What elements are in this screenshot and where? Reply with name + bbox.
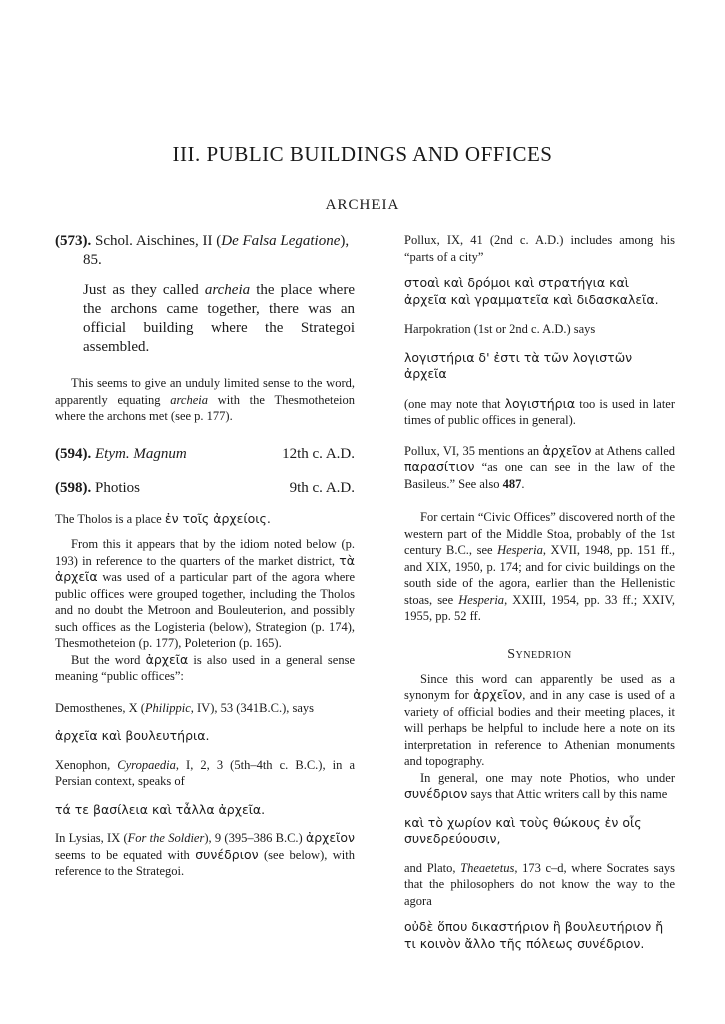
text-run: (see below), with reference to the Strategoi. bbox=[55, 847, 355, 878]
entry-598-source bbox=[55, 479, 140, 498]
entry-source-title: Photios bbox=[95, 479, 141, 496]
text-run: Xenophon, bbox=[55, 757, 118, 772]
greek-text: ἀρχεῖον bbox=[473, 687, 523, 702]
greek-text: λογιστήρια bbox=[504, 395, 576, 411]
logisteria-note bbox=[404, 396, 675, 429]
italic-term: Hesperia bbox=[458, 592, 505, 607]
text-run: The Tholos is a place bbox=[55, 511, 165, 526]
greek-text: ἀρχεῖα bbox=[145, 651, 189, 667]
entry-number: (594). bbox=[55, 445, 92, 462]
pollux-citation-2 bbox=[404, 443, 675, 493]
entry-573-quote bbox=[83, 281, 355, 357]
xenophon-greek: τά τε βασίλεια καὶ τἆλλα ἀρχεῖα. bbox=[55, 801, 266, 817]
pollux-greek-1: στοαὶ καὶ δρόμοι καὶ στρατήγια καὶ ἀρχεῖα καὶ γραμματεῖα καὶ διδασκαλεῖα. bbox=[404, 275, 659, 307]
text-run: with the Thesmotheteion where the archons met (see p. 177). bbox=[55, 392, 355, 423]
text-run: too is used in later times of public offices in general). bbox=[404, 396, 676, 427]
lysias-citation bbox=[55, 830, 355, 880]
right-column bbox=[404, 232, 675, 952]
italic-term: Hesperia bbox=[497, 543, 543, 557]
demosthenes-greek: ἀρχεῖα καὶ βουλευτήρια. bbox=[55, 728, 210, 743]
entry-date: 12th c. A.D. bbox=[282, 445, 355, 462]
text-run: For certain “Civic Offices” discovered north of the western part of the Middle Stoa, probably of the 1st century B.C., see bbox=[404, 510, 675, 557]
italic-term: archeia bbox=[170, 392, 208, 407]
entry-source: Schol. Aischines, II ( bbox=[95, 233, 222, 249]
text-run: Since this word can apparently be used as a synonym for bbox=[404, 671, 675, 702]
text-run: , I, 2, 3 (5th–4th c. B.C.), in a Persian context, speaks of bbox=[55, 757, 355, 788]
text-run: the place where the archons came together, there was an official building where the Strategoi assembled. bbox=[83, 282, 355, 355]
synedrion-paragraph-2 bbox=[404, 770, 675, 803]
entry-594-heading bbox=[55, 445, 355, 464]
text-run: Just as they called bbox=[83, 282, 205, 298]
text-run: But the word bbox=[71, 652, 146, 667]
xenophon-citation bbox=[55, 757, 355, 790]
greek-text: συνέδριον bbox=[404, 786, 468, 801]
synedrion-heading: Synedrion bbox=[507, 646, 572, 662]
text-run: , XXIII, 1954, pp. 33 ff.; XXIV, 1955, pp. 52 ff. bbox=[404, 592, 675, 623]
entry-source-ref: ), 85. bbox=[83, 233, 350, 268]
text-run: In general, one may note Photios, who under bbox=[420, 770, 675, 785]
text-run: seems to be equated with bbox=[55, 847, 196, 862]
photios-greek: καὶ τὸ χωρίον καὶ τοὺς θώκους ἐν οἷς συνεδρεύουσιν, bbox=[404, 814, 642, 846]
text-run: , XVII, 1948, pp. 151 ff., and XIX, 1950, p. 174; and for civic buildings on the south side of the agora, earlier than the Hellenistic stoas, see bbox=[404, 543, 675, 607]
text-run: Demosthenes, X ( bbox=[55, 700, 145, 715]
text-run: , 173 c–d, where Socrates says that the philosophers do not know the way to the agora bbox=[404, 860, 675, 908]
left-column bbox=[55, 232, 355, 880]
entry-598-heading bbox=[55, 479, 355, 498]
harpokration-citation: Harpokration (1st or 2nd c. A.D.) says bbox=[404, 322, 596, 336]
greek-text: ἀρχεῖον bbox=[305, 830, 355, 845]
italic-term: Theaetetus bbox=[460, 860, 515, 875]
demosthenes-citation bbox=[55, 700, 355, 717]
entry-594-source bbox=[55, 445, 187, 464]
italic-term: For the Soldier bbox=[127, 831, 205, 845]
commentary-paragraph-1 bbox=[55, 536, 355, 652]
text-run: at Athens called bbox=[591, 443, 675, 458]
greek-text: ἐν τοῖς ἀρχείοις. bbox=[164, 510, 271, 526]
text-run: From this it appears that by the idiom noted below (p. 193) in reference to the quarters of the market district, bbox=[55, 537, 355, 568]
plato-greek: οὐδὲ ὅπου δικαστήριον ἢ βουλευτήριον ἤ τι κοινὸν ἄλλο τῆς πόλεως συνέδριον. bbox=[404, 919, 664, 951]
greek-text: τὰ ἀρχεῖα bbox=[55, 552, 355, 584]
harpokration-greek: λογιστήρια δ' ἐστι τὰ τῶν λογιστῶν ἀρχεῖα bbox=[404, 349, 633, 381]
italic-term: Philippic bbox=[144, 700, 191, 715]
cross-reference-number: 487 bbox=[502, 476, 522, 491]
synedrion-paragraph-1 bbox=[404, 671, 675, 770]
entry-number: (573). bbox=[55, 233, 92, 249]
italic-term: Cyropaedia bbox=[117, 757, 176, 772]
section-title: ARCHEIA bbox=[325, 197, 400, 213]
text-run: (one may note that bbox=[404, 396, 505, 411]
greek-text: ἀρχεῖον bbox=[542, 442, 592, 458]
commentary-paragraph-2 bbox=[55, 652, 355, 685]
text-run: , and in any case is used of a variety of official bodies and their meeting places, it will perhaps be helpful to include here a note on its interpretation in reference to Athenian monuments and topography. bbox=[404, 688, 675, 768]
pollux-citation-1: Pollux, IX, 41 (2nd c. A.D.) includes among his “parts of a city” bbox=[404, 233, 675, 264]
italic-term: archeia bbox=[204, 282, 251, 298]
text-run: and Plato, bbox=[404, 860, 461, 875]
entry-date: 9th c. A.D. bbox=[289, 479, 355, 496]
entry-573-commentary bbox=[55, 375, 355, 425]
text-run: , IV), 53 (341B.C.), says bbox=[190, 700, 315, 715]
text-run: . bbox=[521, 476, 525, 491]
greek-text: συνέδριον bbox=[195, 846, 259, 862]
entry-source-title: De Falsa Legatione bbox=[221, 233, 341, 249]
text-run: was used of a particular part of the agora where public offices were grouped together, including the Tholos and no doubt the Metroon and Bouleuterion, and possibly such offices as the Logisteria (below), Strategion (p. 174), Thesmotheteion (p. 177), Poleterion (p. 165). bbox=[55, 570, 355, 650]
chapter-title: III. PUBLIC BUILDINGS AND OFFICES bbox=[172, 142, 553, 166]
text-run: This seems to give an unduly limited sense to the word, apparently equating bbox=[55, 376, 355, 407]
text-run: says that Attic writers call by this name bbox=[467, 787, 668, 801]
text-run: Pollux, VI, 35 mentions an bbox=[404, 443, 543, 458]
entry-number: (598). bbox=[55, 479, 92, 496]
text-run: ), 9 (395–386 B.C.) bbox=[204, 831, 306, 845]
civic-offices-paragraph bbox=[404, 509, 675, 625]
greek-text: παρασίτιον bbox=[404, 459, 475, 474]
text-run: “as one can see in the law of the Basileus.” See also bbox=[404, 460, 675, 491]
text-run: is also used in a general sense meaning “public offices”: bbox=[55, 652, 355, 683]
plato-citation bbox=[404, 860, 675, 910]
entry-source-title: Etym. Magnum bbox=[95, 445, 187, 462]
entry-573-heading bbox=[55, 232, 355, 270]
entry-598-quote bbox=[55, 511, 355, 528]
text-run: In Lysias, IX ( bbox=[55, 831, 128, 845]
